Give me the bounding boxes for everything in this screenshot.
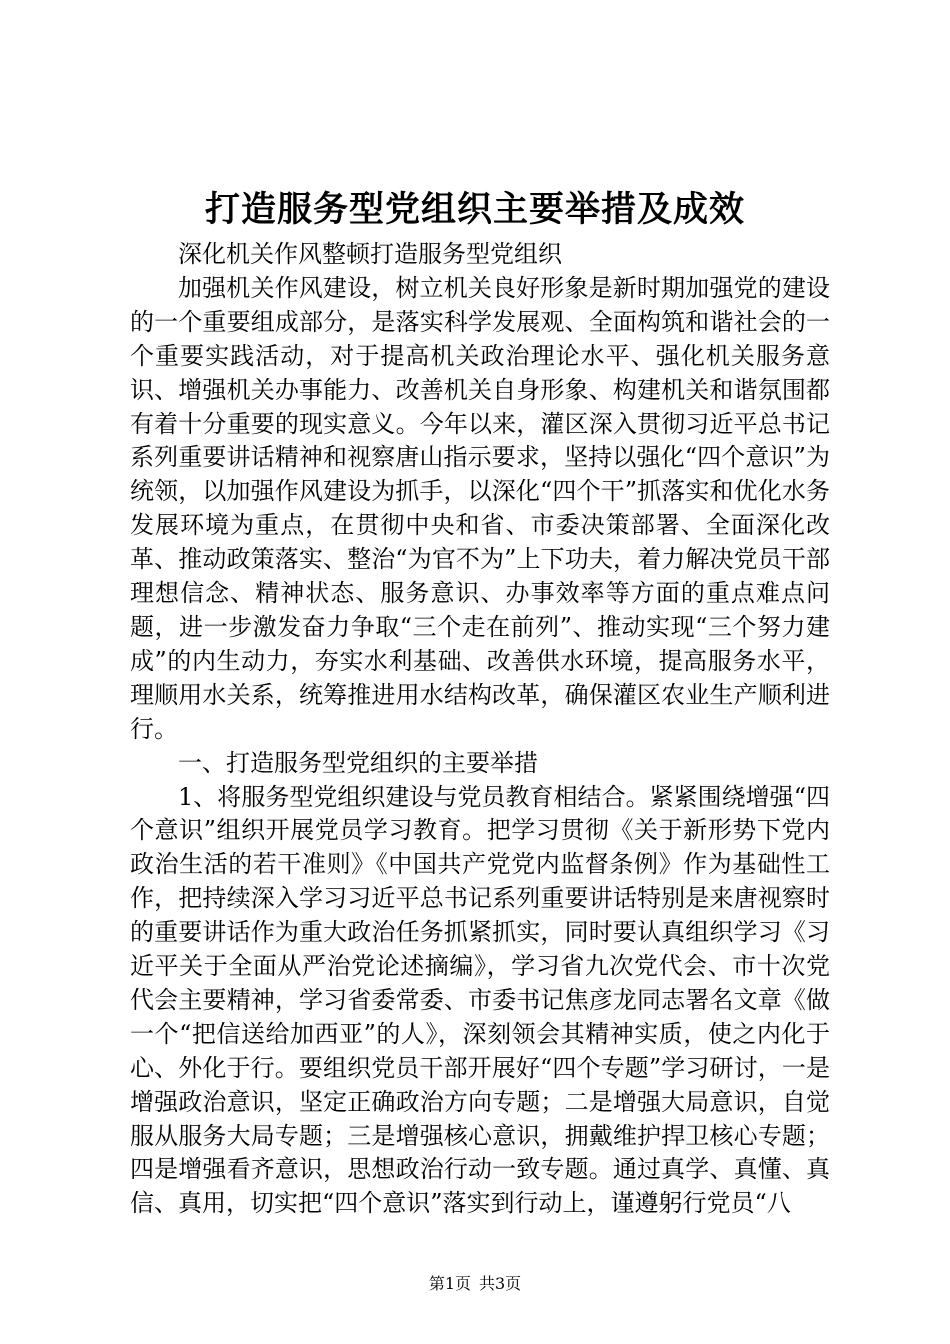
body-paragraph: 1、将服务型党组织建设与党员教育相结合。紧紧围绕增强“四个意识”组织开展党员学习教育。把学习贯彻《关于新形势下党内政治生活的若干准则》《中国共产党党内监督条例》作为基础性工作，把持续深入学习习近平总书记系列重要讲话特别是来唐视察时的重要讲话作为重大政治任务抓紧抓实，同时要认真组织学习《习近平关于全面从严治党论述摘编》，学习省九次党代会、市十次党代会主要精神，学习省委常委、市委书记焦彦龙同志署名文章《做一个“把信送给加西亚”的人》，深刻领会其精神实质，使之内化于心、外化于行。要组织党员干部开展好“四个专题”学习研讨，一是增强政治意识，坚定正确政治方向专题；二是增强大局意识，自觉服从服务大局专题；三是增强核心意识，拥戴维护捍卫核心专题；四是增强看齐意识，思想政治行动一致专题。通过真学、真懂、真信、真用，切实把“四个意识”落实到行动上，谨遵躬行党员“八 [130, 782, 830, 1218]
page-total: 共3页 [479, 1274, 522, 1293]
subtitle-paragraph: 深化机关作风整顿打造服务型党组织 [178, 240, 562, 268]
document-body [130, 238, 830, 1221]
page-number: 第1页 [428, 1274, 471, 1293]
document-title: 打造服务型党组织主要举措及成效 [204, 189, 745, 230]
page-footer [0, 1273, 950, 1295]
body-paragraph: 加强机关作风建设，树立机关良好形象是新时期加强党的建设的一个重要组成部分，是落实科学发展观、全面构筑和谐社会的一个重要实践活动，对于提高机关政治理论水平、强化机关服务意识、增强机关办事能力、改善机关自身形象、构建机关和谐氛围都有着十分重要的现实意义。今年以来，灌区深入贯彻习近平总书记系列重要讲话精神和视察唐山指示要求，坚持以强化“四个意识”为统领，以加强作风建设为抓手，以深化“四个干”抓落实和优化水务发展环境为重点，在贯彻中央和省、市委决策部署、全面深化改革、推动政策落实、整治“为官不为”上下功夫，着力解决党员干部理想信念、精神状态、服务意识、办事效率等方面的重点难点问题，进一步激发奋力争取“三个走在前列”、推动实现“三个努力建成”的内生动力，夯实水利基础、改善供水环境，提高服务水平，理顺用水关系，统筹推进用水结构改革，确保灌区农业生产顺利进行。 [130, 273, 830, 743]
section-heading: 一、打造服务型党组织的主要举措 [178, 748, 538, 777]
